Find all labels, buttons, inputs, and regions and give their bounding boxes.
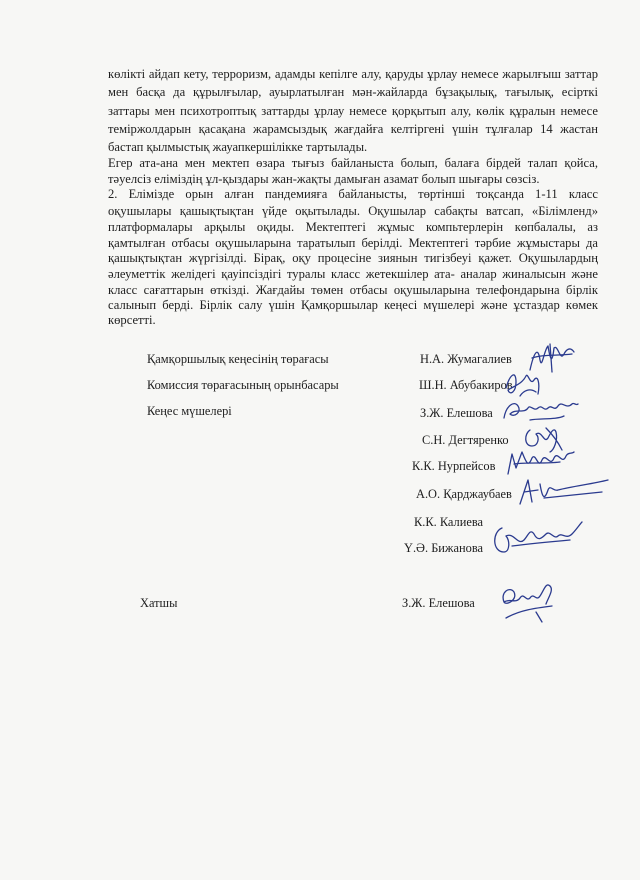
members-title: Кеңес мүшелері [147,404,232,418]
member-signature-icon [488,518,584,562]
chair-name: Н.А. Жумагалиев [420,352,512,366]
body-line: көлікті айдап кету, терроризм, адамды кепілге алу, қаруды ұрлау немесе жарылғыш заттар [108,67,598,81]
member-signature-icon [514,474,610,510]
chair-title: Қамқоршылық кеңесінің төрағасы [147,352,329,366]
body-line: класс сағаттарын өткізді. Жағдайы төмен отбасы оқушыларына телефондарына бірлік [108,283,598,297]
member-name: К.К. Нурпейсов [412,459,496,473]
secretary-title: Хатшы [140,596,178,610]
body-line: оқушылары қашықтықтан үйде оқытылады. Оқушылар сабақты ватсап, «Білімленд» [108,204,598,218]
secretary-signature-icon [496,578,562,624]
body-line: платформалары арқылы оқиды. Мектептегі жұмыс компьтерлерін көпбалалы, аз [108,220,598,234]
body-line: тәуелсіз еліміздің ұл-қыздары жан-жақты дамыған азамат болып шығары сөзсіз. [108,172,540,186]
member-name: З.Ж. Елешова [420,406,493,420]
body-line: қашықтықтан жүргізілді. Бірақ, оқу процесіне зиянын тигізбеуі қажет. Оқушылардың [108,251,598,265]
body-line: әлеуметтік желідегі қауіпсіздігі туралы класс жетекшілер ата- аналар жиналысын және [108,267,598,281]
secretary-name: З.Ж. Елешова [402,596,475,610]
member-name: Ү.Ә. Бижанова [404,541,484,555]
member-name: С.Н. Дегтяренко [422,433,509,447]
body-line: көрсетті. [108,313,156,327]
body-line: салынып берді. Бірлік салу үшін Қамқоршылар кеңесі мүшелері және ұстаздар көмек [108,298,598,312]
deputy-name: Ш.Н. Абубакиров [419,378,513,392]
deputy-title: Комиссия төрағасының орынбасары [147,378,339,392]
body-line: мен басқа да құрылғылар, ауырлатылған мән-жайларда бұзақылық, тағылық, есірткі [108,85,598,99]
body-line: теміржолдарын қасақана жарамсыздық жағдайға келтіргені үшін тұлғалар 14 жастан [108,122,598,136]
body-line: 2. Елімізде орын алған пандемияға байланысты, төртінші тоқсанда 1-11 класс [108,187,598,201]
member-name: А.О. Қарджаубаев [416,487,512,501]
body-line: бастап қылмыстық жауапкершілікке тартылады. [108,140,368,154]
body-line: Егер ата-ана мен мектеп өзара тығыз байланыста болып, балаға бірдей талап қойса, [108,156,598,170]
body-line: қамтылған отбасы оқушыларына таратылып берілді. Мектептегі тәрбие жұмыстары да [108,236,598,250]
body-line: заттары мен психотроптық заттарды ұрлау немесе қорқытып алу, көлік құралын немесе [108,104,598,118]
member-name: К.К. Калиева [414,515,484,529]
